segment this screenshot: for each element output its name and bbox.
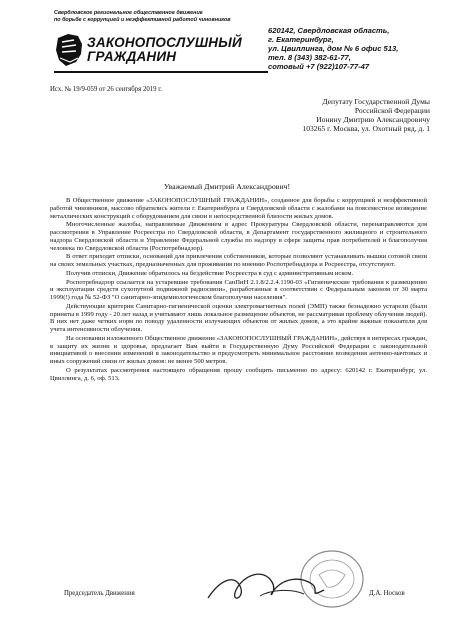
addressee-line-1: Депутату Государственной Думы (322, 97, 430, 106)
contact-street: ул. Цвиллинга, дом № 6 офис 513, (268, 44, 399, 54)
contact-block (268, 26, 448, 71)
paragraph: В ответ приходят отписки, оснований для привлечения собственников, которые позволяют устанавливать вышки сотовой связи на своих земельных участках, предназначенных для проживания по мнению Роспотребнадзора и Росреестра, отсутствуют. (50, 253, 427, 268)
paragraph: В Общественное движение «ЗАКОНОПОСЛУШНЫЙ ГРАЖДАНИН», созданное для борьбы с коррупцией и неэффективной работой чиновников, массово обратились жители г. Екатеринбурга и Свердловской области с жалобами на повсеместное возведение металлических конструкций с оборудованием для связи в непосредственной близости жилых домов. (50, 197, 427, 220)
paragraph: На основании изложенного Общественное движение «ЗАКОНОПОСЛУШНЫЙ ГРАЖДАНИН», действуя в интересах граждан, в защиту их жизни и здоровья, предлагает Вам выйти в Государственную Думу Российской Федерации с законодательной инициативой о внесении изменений в законодательство и предусмотреть минимальное расстояние возведения антенно-мачтовых и иных сооружений связи от жилых домов: не менее 500 метров. (50, 334, 427, 365)
brand-line-2: ГРАЖДАНИН (87, 49, 177, 64)
org-line-1: Свердловское региональное общественное движение (54, 10, 203, 16)
addressee-line-2: Российской Федерации (354, 106, 430, 115)
contact-phone: тел. 8 (343) 382-61-77, (268, 53, 351, 63)
paragraph: Роспотребнадзор ссылается на устаревшие требования СанПиН 2.1.8/2.2.4.1190-03 «Гигиенические требования к размещению и эксплуатации средств сухопутной подвижной радиосвязи», разработанные в соответствии с Федеральным законом от 30 марта 1999(!) года № 52-ФЗ "О санитарно-эпидемиологическом благополучии населения". (50, 278, 427, 301)
addressee-line-3: Ионину Дмитрию Александровичу (316, 115, 430, 124)
letterhead-divider (54, 71, 268, 73)
paragraph: Действующие критерии Санитарно-гигиенической оценки электромагнитных полей (ЭМП) также безнадежно устарели (были приняты в 1999 году - 20 лет назад и учитывают лишь локальное размещение объектов, не рассматривая проблему облучения людей). В них нет даже четких норм по поводу удаленности излучающих объектов от жилых домов, а это крайне важные показатели для учета интенсивности облучения. (50, 302, 427, 333)
letter-body (50, 197, 427, 383)
fist-logo-icon (54, 32, 84, 68)
salutation: Уважаемый Дмитрий Александрович! (163, 182, 291, 191)
outgoing-number: Исх. № 19/9-059 от 26 сентября 2019 г. (50, 86, 162, 93)
letterhead-logo (54, 30, 264, 72)
brand-name (87, 36, 242, 64)
handwritten-signature (200, 560, 340, 612)
contact-postcode-region: 620142, Свердловская область, (268, 26, 390, 35)
paragraph: О результатах рассмотрения настоящего обращения прошу сообщить письменно по адресу: 620142 г. Екатеринбург, ул. Цвиллинга, д. 6, оф. 513. (50, 366, 427, 382)
addressee-line-4: 103265 г. Москва, ул. Охотный ряд, д. 1 (302, 124, 430, 133)
contact-mobile: сотовый +7 (922)107-77-47 (268, 62, 370, 72)
addressee-block (250, 97, 430, 133)
organization-description (54, 10, 254, 23)
signatory-position: Председатель Движения (64, 590, 135, 597)
paragraph: Многочисленные жалобы, направляемые Движением в адрес Прокуратуры Свердловской области, перенаправляются для рассмотрения в Управление Росреестра по Свердловской области, в Департамент государственного жилищного и строительного надзора Свердловской области и Управление Федеральной службы по надзору в сфере защиты прав потребителей и благополучия человека по Свердловской области (Роспотребнадзор). (50, 221, 427, 252)
org-line-2: по борьбе с коррупцией и неэффективной работой чиновников (54, 16, 231, 23)
contact-city: г. Екатеринбург, (268, 35, 334, 45)
brand-line-1: ЗАКОНОПОСЛУШНЫЙ (87, 35, 242, 50)
signatory-name: Д.А. Носков (369, 590, 405, 597)
paragraph: Получив отписки, Движение обратилось на бездействие Росреестра в суд с административным иском. (66, 269, 354, 277)
